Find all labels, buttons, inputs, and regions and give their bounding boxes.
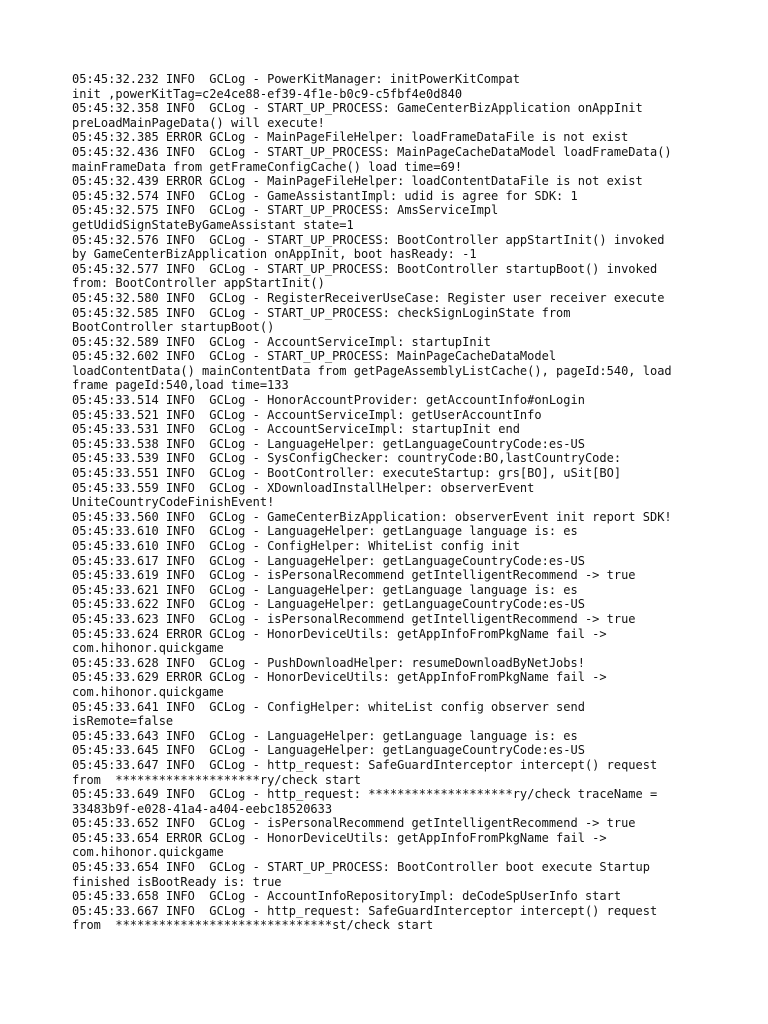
log-line: 05:45:33.654 ERROR GCLog - HonorDeviceUtils: getAppInfoFromPkgName fail -> (72, 830, 607, 845)
log-line: mainFrameData from getFrameConfigCache() load time=69! (72, 159, 463, 174)
log-line: UniteCountryCodeFinishEvent! (72, 495, 275, 510)
log-line: 05:45:33.619 INFO GCLog - isPersonalRecommend getIntelligentRecommend -> true (72, 568, 636, 583)
log-line: 05:45:33.617 INFO GCLog - LanguageHelper: getLanguageCountryCode:es-US (72, 553, 585, 568)
log-line: 05:45:32.574 INFO GCLog - GameAssistantImpl: udid is agree for SDK: 1 (72, 188, 578, 203)
log-line: 05:45:33.652 INFO GCLog - isPersonalRecommend getIntelligentRecommend -> true (72, 816, 636, 831)
log-line: 05:45:33.641 INFO GCLog - ConfigHelper: whiteList config observer send (72, 699, 585, 714)
log-line: 05:45:33.623 INFO GCLog - isPersonalRecommend getIntelligentRecommend -> true (72, 611, 636, 626)
log-line: from ******************************st/check start (72, 918, 434, 933)
log-line: from ********************ry/check start (72, 772, 361, 787)
log-line: loadContentData() mainContentData from getPageAssemblyListCache(), pageId:540, load (72, 363, 672, 378)
log-line: 05:45:32.602 INFO GCLog - START_UP_PROCESS: MainPageCacheDataModel (72, 349, 557, 364)
log-line: 05:45:33.628 INFO GCLog - PushDownloadHelper: resumeDownloadByNetJobs! (72, 655, 585, 670)
log-line: 05:45:32.385 ERROR GCLog - MainPageFileHelper: loadFrameDataFile is not exist (72, 130, 629, 145)
log-line: com.hihonor.quickgame (72, 641, 224, 656)
log-line: 05:45:33.658 INFO GCLog - AccountInfoRepositoryImpl: deCodeSpUserInfo start (72, 889, 622, 904)
log-line: 05:45:33.610 INFO GCLog - LanguageHelper: getLanguage language is: es (72, 524, 578, 539)
log-line: 05:45:33.643 INFO GCLog - LanguageHelper: getLanguage language is: es (72, 728, 578, 743)
log-line: 05:45:33.667 INFO GCLog - http_request: SafeGuardInterceptor intercept() request (72, 903, 658, 918)
log-line: 05:45:33.531 INFO GCLog - AccountServiceImpl: startupInit end (72, 422, 520, 437)
log-line: 05:45:33.538 INFO GCLog - LanguageHelper: getLanguageCountryCode:es-US (72, 436, 585, 451)
log-line: 05:45:33.622 INFO GCLog - LanguageHelper: getLanguageCountryCode:es-US (72, 597, 585, 612)
log-line: finished isBootReady is: true (72, 874, 282, 889)
log-line: 05:45:32.577 INFO GCLog - START_UP_PROCESS: BootController startupBoot() invoked (72, 261, 658, 276)
log-line: 05:45:33.629 ERROR GCLog - HonorDeviceUtils: getAppInfoFromPkgName fail -> (72, 670, 607, 685)
log-line: 05:45:33.539 INFO GCLog - SysConfigChecker: countryCode:BO,lastCountryCode: (72, 451, 622, 466)
log-line: 05:45:32.585 INFO GCLog - START_UP_PROCESS: checkSignLoginState from (72, 305, 571, 320)
log-line: 05:45:33.551 INFO GCLog - BootController: executeStartup: grs[BO], uSit[BO] (72, 466, 622, 481)
log-line: 05:45:32.580 INFO GCLog - RegisterReceiverUseCase: Register user receiver execute (72, 290, 665, 305)
log-line: 05:45:32.575 INFO GCLog - START_UP_PROCESS: AmsServiceImpl (72, 203, 499, 218)
log-line: preLoadMainPageData() will execute! (72, 115, 325, 130)
log-line: 05:45:33.621 INFO GCLog - LanguageHelper: getLanguage language is: es (72, 582, 578, 597)
log-line: 05:45:33.610 INFO GCLog - ConfigHelper: WhiteList config init (72, 539, 520, 553)
log-line: 05:45:32.232 INFO GCLog - PowerKitManager: initPowerKitCompat (72, 72, 520, 86)
log-text-block (72, 72, 712, 933)
log-line: 33483b9f-e028-41a4-a404-eebc18520633 (72, 801, 333, 816)
log-line: 05:45:33.560 INFO GCLog - GameCenterBizApplication: observerEvent init report SDK! (72, 509, 672, 524)
log-line: 05:45:33.649 INFO GCLog - http_request: ********************ry/check traceName = (72, 787, 658, 802)
log-line: 05:45:32.439 ERROR GCLog - MainPageFileHelper: loadContentDataFile is not exist (72, 174, 643, 189)
log-line: 05:45:33.559 INFO GCLog - XDownloadInstallHelper: observerEvent (72, 480, 535, 495)
log-line: from: BootController appStartInit() (72, 276, 325, 291)
log-line: isRemote=false (72, 714, 174, 729)
log-line: BootController startupBoot() (72, 320, 275, 335)
log-line: 05:45:33.654 INFO GCLog - START_UP_PROCESS: BootController boot execute Startup (72, 860, 650, 875)
log-line: 05:45:33.521 INFO GCLog - AccountServiceImpl: getUserAccountInfo (72, 407, 542, 422)
log-line: com.hihonor.quickgame (72, 684, 224, 699)
log-line: 05:45:33.647 INFO GCLog - http_request: SafeGuardInterceptor intercept() request (72, 757, 658, 772)
log-line: 05:45:32.589 INFO GCLog - AccountServiceImpl: startupInit (72, 334, 492, 349)
log-line: by GameCenterBizApplication onAppInit, boot hasReady: -1 (72, 247, 477, 262)
log-line: frame pageId:540,load time=133 (72, 378, 289, 393)
log-line: 05:45:33.645 INFO GCLog - LanguageHelper: getLanguageCountryCode:es-US (72, 743, 585, 758)
log-line: 05:45:33.514 INFO GCLog - HonorAccountProvider: getAccountInfo#onLogin (72, 393, 585, 408)
log-line: getUdidSignStateByGameAssistant state=1 (72, 217, 354, 232)
log-line: init ,powerKitTag=c2e4ce88-ef39-4f1e-b0c9-c5fbf4e0d840 (72, 86, 463, 101)
log-line: 05:45:32.358 INFO GCLog - START_UP_PROCESS: GameCenterBizApplication onAppInit (72, 101, 643, 116)
log-line: 05:45:33.624 ERROR GCLog - HonorDeviceUtils: getAppInfoFromPkgName fail -> (72, 626, 607, 641)
log-line: 05:45:32.576 INFO GCLog - START_UP_PROCESS: BootController appStartInit() invoked (72, 232, 665, 247)
log-line: com.hihonor.quickgame (72, 845, 224, 860)
log-line: 05:45:32.436 INFO GCLog - START_UP_PROCESS: MainPageCacheDataModel loadFrameData() (72, 144, 672, 159)
